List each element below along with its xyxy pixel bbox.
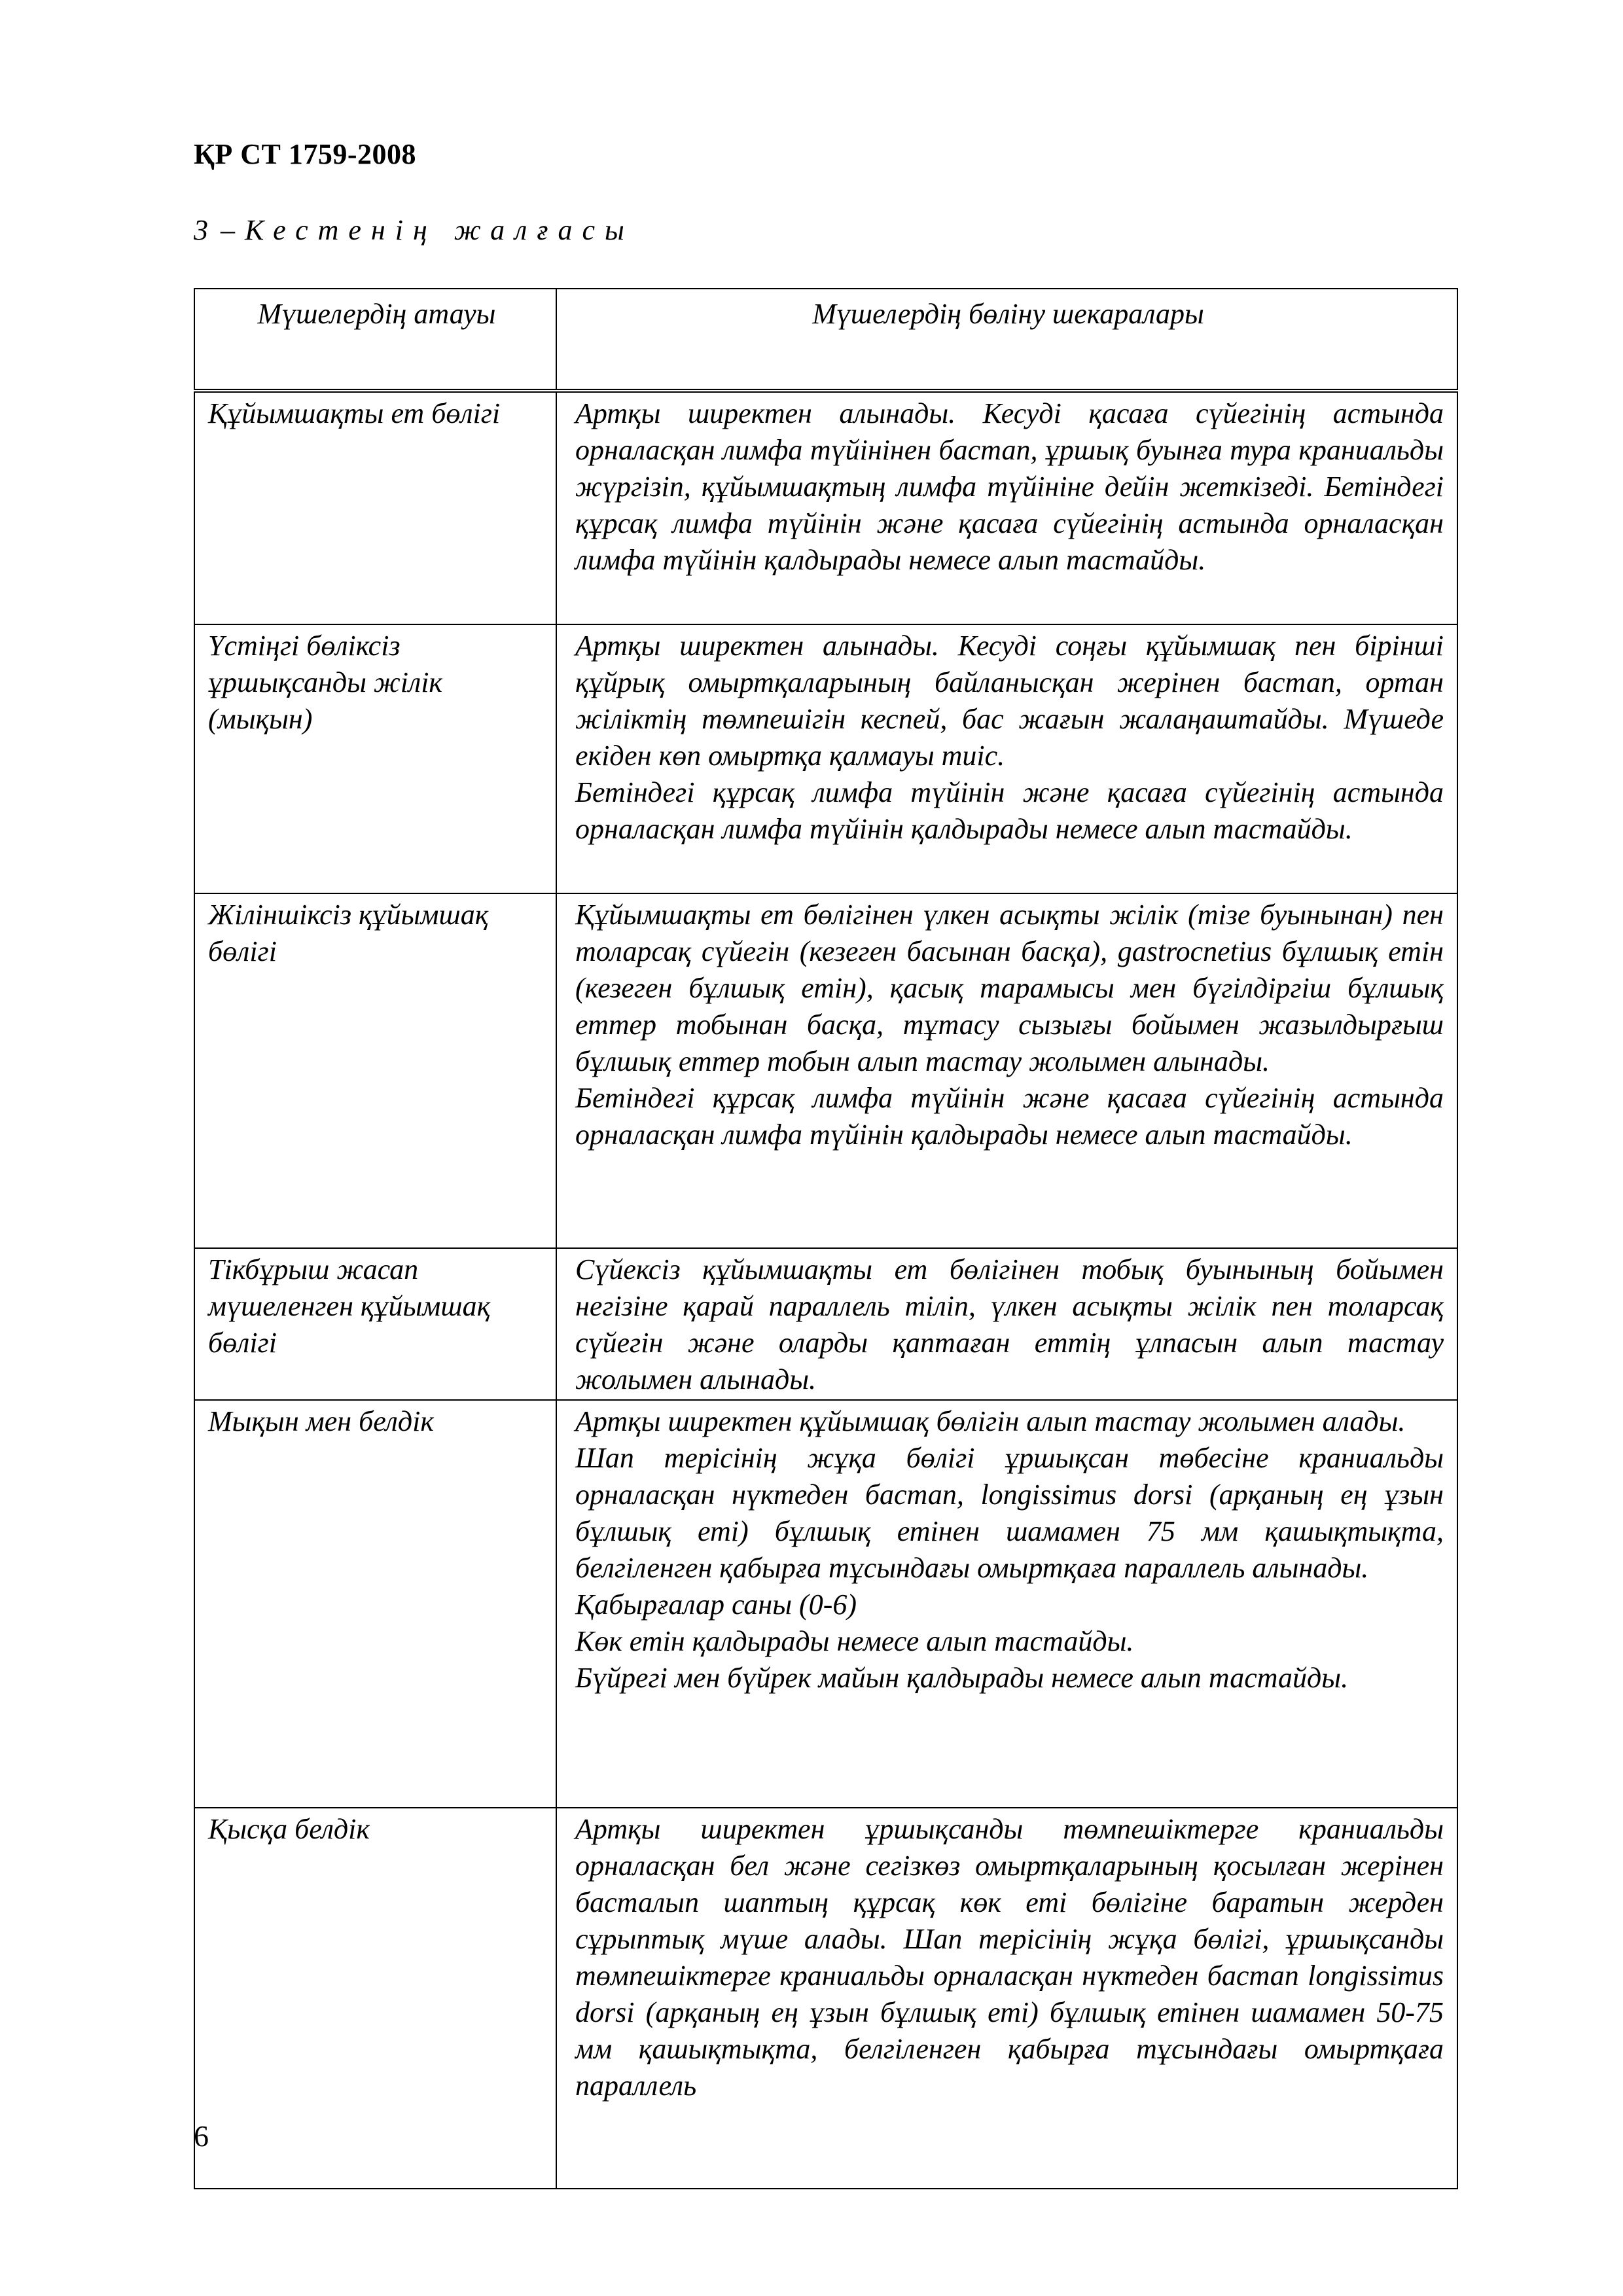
description-paragraph: Артқы ширектен ұршықсанды төмпешіктерге краниальды орналасқан бел және сегізкөз омыртқаларының қосылған жерінен басталып шаптың құрсақ көк еті бөлігіне баратын жерден сұрыптық мүше алады. Шап терісінің жұқа бөлігі, ұршықсанды төмпешіктерге краниальды орналасқан нүктеден бастап longissimus dorsi (арқаның ең ұзын бұлшық еті) бұлшық етінен шамамен 50-75 мм қашықтықта, белгіленген қабырға тұсындағы омыртқаға параллель [575,1813,1444,2102]
description-paragraph: Көк етін қалдырады немесе алып тастайды. [575,1625,1134,1657]
cut-description [556,893,1457,1248]
table-row [194,1400,1457,1808]
cuts-table [194,288,1458,2189]
table-row [194,391,1457,624]
column-header-name: Мүшелердің атауы [194,289,556,391]
cut-name: Құйымшақты ет бөлігі [194,391,556,624]
description-paragraph: Артқы ширектен құйымшақ бөлігін алып тастау жолымен алады. [575,1405,1406,1437]
cut-description [556,391,1457,624]
cut-description [556,1248,1457,1400]
description-paragraph: Бетіндегі құрсақ лимфа түйінін және қасаға сүйегінің астында орналасқан лимфа түйінін қалдырады немесе алып тастайды. [575,1082,1444,1151]
description-paragraph: Бүйрегі мен бүйрек майын қалдырады немесе алып тастайды. [575,1662,1349,1694]
table-header-row [194,289,1457,391]
table-caption-number: 3 – [194,214,238,246]
cut-name: Үстіңгі бөліксіз ұршықсанды жілік (мықын) [194,624,556,893]
description-paragraph: Сүйексіз құйымшақты ет бөлігінен тобық буынының бойымен негізіне қарай параллель тіліп, үлкен асықты жілік пен толарсақ сүйегін және оларды қаптаған еттің ұлпасын алып тастау жолымен алынады. [575,1253,1444,1395]
description-paragraph: Құйымшақты ет бөлігінен үлкен асықты жілік (тізе буынынан) пен толарсақ сүйегін (кезеген басынан басқа), gastrocnetius бұлшық етін (кезеген бұлшық етін), қасық тарамысы мен бүгілдіргіш бұлшық еттер тобынан басқа, тұтасу сызығы бойымен жазылдырғыш бұлшық еттер тобын алып тастау жолымен алынады. [575,899,1444,1077]
cut-name: Мықын мен белдік [194,1400,556,1808]
table-caption [194,213,634,247]
table-row [194,624,1457,893]
cut-description [556,1808,1457,2189]
cut-name: Жіліншіксіз құйымшақ бөлігі [194,893,556,1248]
page-number: 6 [194,2119,209,2153]
document-code: ҚР СТ 1759-2008 [194,138,417,170]
description-paragraph: Қабырғалар саны (0-6) [575,1588,857,1621]
table-caption-text: Кестенің жалғасы [245,214,634,246]
cut-name: Қысқа белдік [194,1808,556,2189]
table-row [194,1248,1457,1400]
description-paragraph: Шап терісінің жұқа бөлігі ұршықсан төбесіне краниальды орналасқан нүктеден бастап, longissimus dorsi (арқаның ең ұзын бұлшық еті) бұлшық етінен шамамен 75 мм қашықтықта, белгіленген қабырға тұсындағы омыртқаға параллель алынады. [575,1442,1444,1584]
cut-name: Тікбұрыш жасап мүшеленген құйымшақ бөлігі [194,1248,556,1400]
description-paragraph: Артқы ширектен алынады. Кесуді соңғы құйымшақ пен бірінші құйрық омыртқаларының байланысқан жерінен бастап, ортан жіліктің төмпешігін кеспей, бас жағын жалаңаштайды. Мүшеде екіден көп омыртқа қалмауы тиіс. [575,630,1444,772]
description-paragraph: Бетіндегі құрсақ лимфа түйінін және қасаға сүйегінің астында орналасқан лимфа түйінін қалдырады немесе алып тастайды. [575,776,1444,845]
table-row [194,1808,1457,2189]
cut-description [556,1400,1457,1808]
description-paragraph: Артқы ширектен алынады. Кесуді қасаға сүйегінің астында орналасқан лимфа түйінінен бастап, ұршық буынға тура краниальды жүргізіп, құйымшақтың лимфа түйініне дейін жеткізеді. Бетіндегі құрсақ лимфа түйінін және қасаға сүйегінің астында орналасқан лимфа түйінін қалдырады немесе алып тастайды. [575,397,1444,576]
column-header-boundaries: Мүшелердің бөліну шекаралары [556,289,1457,391]
cut-description [556,624,1457,893]
table-row [194,893,1457,1248]
